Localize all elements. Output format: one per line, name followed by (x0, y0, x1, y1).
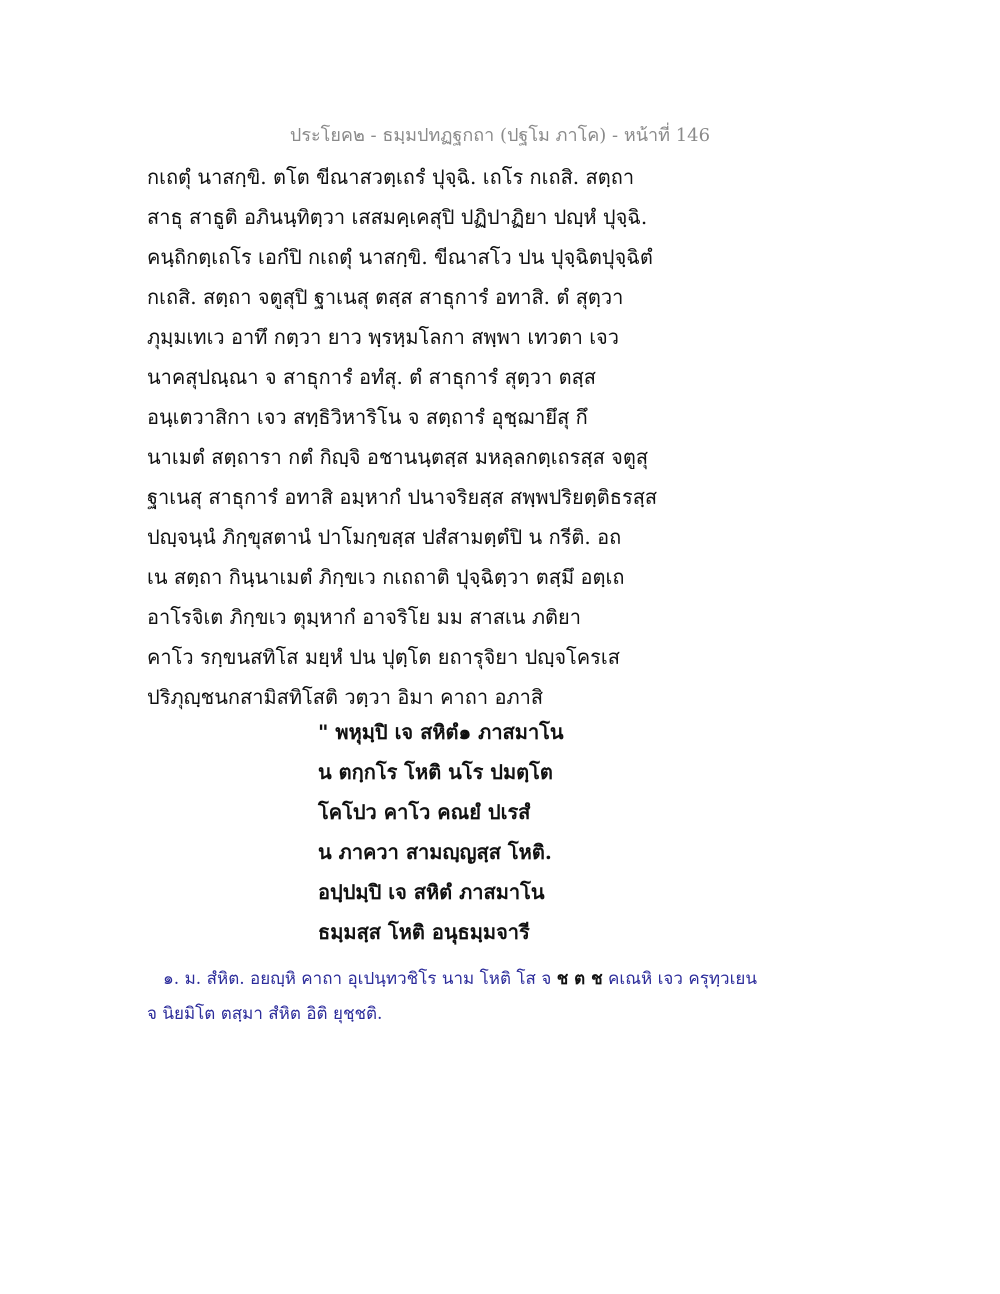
body-line: นาคสุปณฺณา จ สาธุการํ อทํสุ. ตํ สาธุการํ สุตฺวา ตสฺส (147, 365, 597, 389)
verse-line: อปฺปมฺปิ เจ สหิตํ ภาสมาโน (318, 880, 545, 904)
footnote-text: ๑. ม. สํหิต. อยญฺหิ คาถา อุเปนฺทวชิโร นาม โหติ โส จ (163, 969, 557, 989)
footnote-text: คเณหิ เจว ครุทฺวเยน (602, 969, 757, 989)
body-line: อนฺเตวาสิกา เจว สทฺธิวิหาริโน จ สตฺถารํ อุชฺฌายึสุ กึ (147, 405, 588, 429)
footnote-line: จ นิยมิโต ตสฺมา สํหิต อิติ ยุชฺชติ. (147, 1004, 383, 1024)
body-line: เน สตฺถา กินฺนาเมตํ ภิกฺขเว กเถถาติ ปุจฺฉิตฺวา ตสฺมึ อตฺเถ (147, 565, 625, 589)
body-line: กเถตุํ นาสกฺขิ. ตโต ขีณาสวตฺเถรํ ปุจฺฉิ. เถโร กเถสิ. สตฺถา (147, 165, 635, 189)
body-line: ฐาเนสุ สาธุการํ อทาสิ อมฺหากํ ปนาจริยสฺส สพฺพปริยตฺติธรสฺส (147, 485, 658, 509)
body-line: คาโว รกฺขนสทิโส มยฺหํ ปน ปุตฺโต ยถารุจิยา ปญฺจโครเส (147, 645, 620, 669)
footnote-line (147, 962, 757, 997)
body-line: ปริภุญฺชนกสามิสทิโสติ วตฺวา อิมา คาถา อภาสิ (147, 685, 544, 709)
main-body-text (147, 157, 687, 717)
body-line: กเถสิ. สตฺถา จตูสุปิ ฐาเนสุ ตสฺส สาธุการํ อทาสิ. ตํ สุตฺวา (147, 285, 624, 309)
body-line: นาเมตํ สตฺถารา กตํ กิญฺจิ อชานนฺตสฺส มหลฺลกตฺเถรสฺส จตูสุ (147, 445, 649, 469)
verse-line: " พหุมฺปิ เจ สหิตํ๑ ภาสมาโน (318, 720, 564, 744)
verse-line: น ภาควา สามญฺญสฺส โหติ. (318, 840, 552, 864)
body-line: ปญฺจนฺนํ ภิกฺขุสตานํ ปาโมกฺขสฺส ปสํสามตฺตํปิ น กรีติ. อถ (147, 525, 622, 549)
verse-block (318, 712, 564, 952)
body-line: ภุมฺมเทเว อาทึ กตฺวา ยาว พฺรหฺมโลกา สพฺพา เทวตา เจว (147, 325, 619, 349)
verse-line: โคโปว คาโว คณยํ ปเรสํ (318, 800, 531, 824)
body-line: อาโรจิเต ภิกฺขเว ตุมฺหากํ อาจริโย มม สาสเน ภติยา (147, 605, 581, 629)
page-running-title: ประโยค๒ - ธมฺมปทฏฐกถา (ปฐโม ภาโค) - หน้าที่ 146 (289, 125, 711, 146)
verse-line: น ตกฺกโร โหติ นโร ปมตฺโต (318, 760, 553, 784)
body-line: คนฺถิกตฺเถโร เอกํปิ กเถตุํ นาสกฺขิ. ขีณาสโว ปน ปุจฺฉิตปุจฺฉิตํ (147, 245, 653, 269)
body-line: สาธุ สาธูติ อภินนฺทิตฺวา เสสมคฺเคสุปิ ปฏิปาฏิยา ปญฺหํ ปุจฺฉิ. (147, 205, 648, 229)
footnote (147, 962, 757, 1032)
footnote-meter-pattern: ช ต ช (556, 969, 603, 989)
verse-line: ธมฺมสฺส โหติ อนุธมฺมจารี (318, 920, 530, 944)
